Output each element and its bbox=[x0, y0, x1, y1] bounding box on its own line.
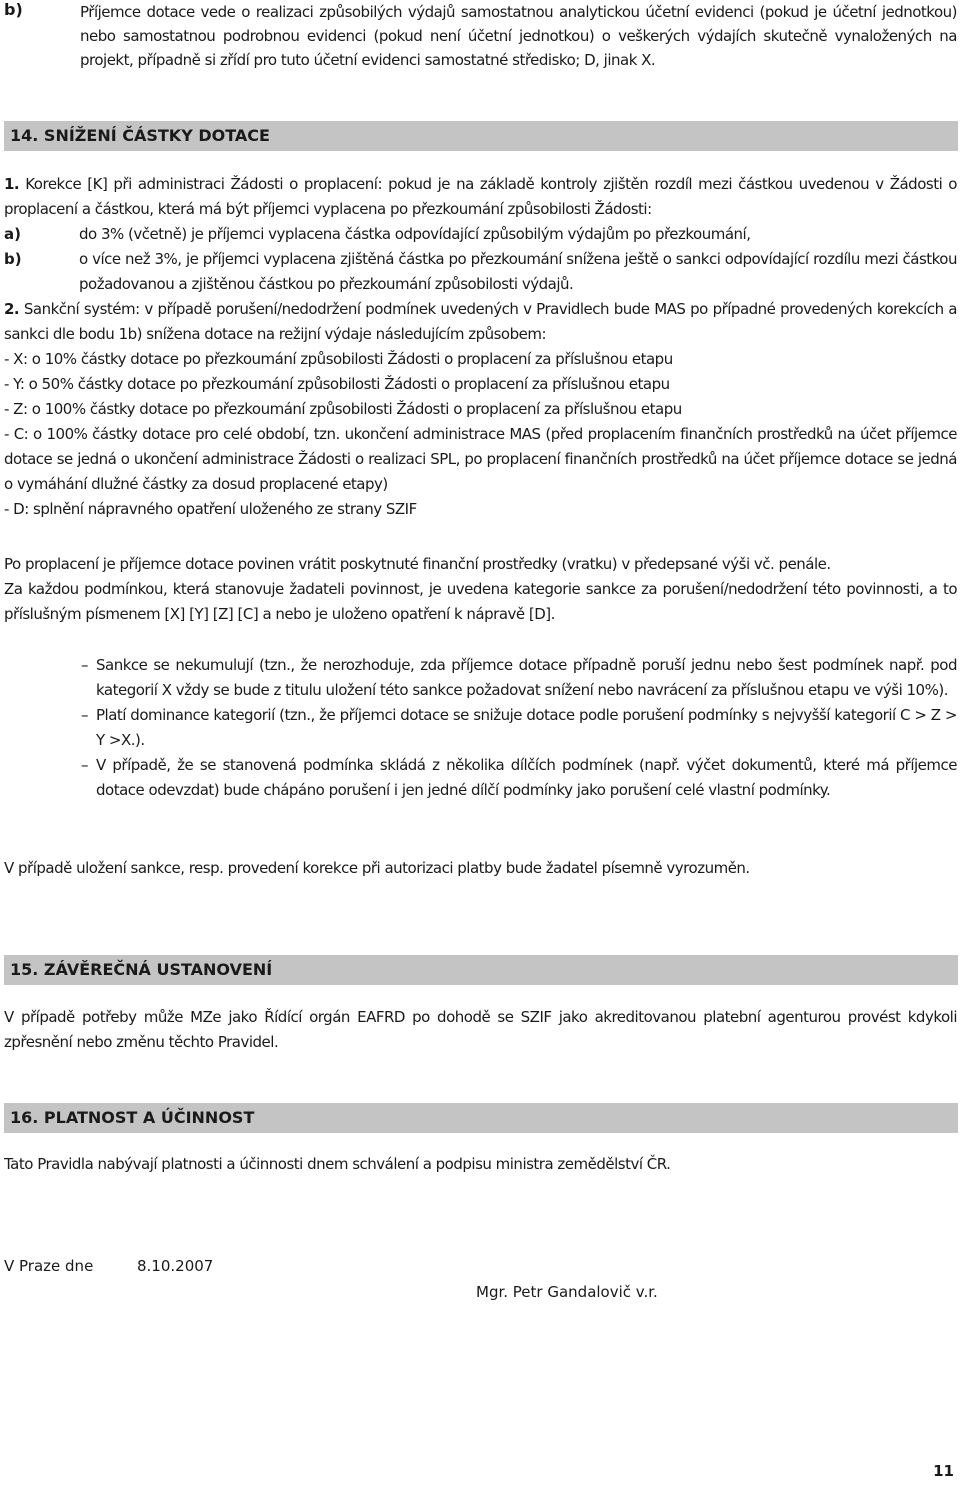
sanction-rules-list bbox=[81, 653, 957, 803]
list-item-a-label: a) bbox=[4, 225, 21, 243]
paragraph-2 bbox=[4, 297, 957, 347]
paragraph-1-number: 1. bbox=[4, 175, 20, 193]
sanction-code-d: - D: splnění nápravného opatření uloženého ze strany SZIF bbox=[4, 500, 417, 518]
item-label: b) bbox=[4, 0, 23, 19]
section-14-heading: 14. SNÍŽENÍ ČÁSTKY DOTACE bbox=[4, 121, 958, 151]
sanction-rule bbox=[81, 753, 957, 803]
list-item-a-text: do 3% (včetně) je příjemci vyplacena částka odpovídající způsobilým výdajům po přezkoumání, bbox=[79, 225, 751, 243]
list-item-b-text: o více než 3%, je příjemci vyplacena zjištěná částka po přezkoumání snížena ještě o sankci odpovídající rozdílu mezi částkou požadovanou a zjištěnou částkou po přezkoumání způsobilosti výdajů. bbox=[79, 250, 957, 293]
signatory-name: Mgr. Petr Gandalovič v.r. bbox=[476, 1283, 658, 1301]
paragraph-2-number: 2. bbox=[4, 300, 20, 318]
notice-text: V případě uložení sankce, resp. provedení korekce při autorizaci platby bude žadatel písemně vyrozuměn. bbox=[4, 859, 750, 877]
list-item-b bbox=[4, 247, 957, 297]
sanction-rule-text: Sankce se nekumulují (tzn., že nerozhoduje, zda příjemce dotace případně poruší jednu nebo šest podmínek např. pod kategorií X vždy se bude z titulu uložení této sankce požadovat snížení nebo navrácení za příslušnou etapu ve výši 10%). bbox=[96, 656, 957, 699]
refund-block bbox=[4, 552, 957, 627]
section-14-body bbox=[4, 172, 957, 522]
paragraph-1 bbox=[4, 172, 957, 222]
section-15-text: V případě potřeby může MZe jako Řídící orgán EAFRD po dohodě se SZIF jako akreditovanou platební agenturou provést kdykoli zpřesnění nebo změnu těchto Pravidel. bbox=[4, 1008, 957, 1051]
item-text: Příjemce dotace vede o realizaci způsobilých výdajů samostatnou analytickou účetní evidenci (pokud je účetní jednotkou) nebo samostatnou podrobnou evidenci (pokud není účetní jednotkou) o veškerých výdajích skutečně vynaložených na projekt, případně si zřídí pro tuto účetní evidenci samostatné středisko; D, jinak X. bbox=[80, 3, 957, 69]
section-16-heading: 16. PLATNOST A ÚČINNOST bbox=[4, 1103, 958, 1133]
place-label: V Praze dne bbox=[4, 1257, 94, 1275]
sanction-rule-text: Platí dominance kategorií (tzn., že příjemci dotace se snižuje dotace podle porušení podmínky s nejvyšší kategorií C > Z > Y >X.). bbox=[96, 706, 957, 749]
section-16-text: Tato Pravidla nabývají platnosti a účinnosti dnem schválení a podpisu ministra zemědělství ČR. bbox=[4, 1155, 671, 1173]
sanction-rule bbox=[81, 653, 957, 703]
sanction-code-z: - Z: o 100% částky dotace po přezkoumání způsobilosti Žádosti o proplacení za příslušnou etapu bbox=[4, 400, 682, 418]
sanction-code-x: - X: o 10% částky dotace po přezkoumání způsobilosti Žádosti o proplacení za příslušnou etapu bbox=[4, 350, 673, 368]
dash-mark: – bbox=[81, 706, 89, 724]
paragraph-2-text: Sankční systém: v případě porušení/nedodržení podmínek uvedených v Pravidlech bude MAS po případné provedených korekcích a sankci dle bodu 1b) snížena dotace na režijní výdaje následujícím způsobem: bbox=[4, 300, 957, 343]
sanction-rule-text: V případě, že se stanovená podmínka skládá z několika dílčích podmínek (např. výčet dokumentů, které má příjemce dotace odevzdat) bude chápáno porušení i jen jedné dílčí podmínky jako porušení celé vlastní podmínky. bbox=[96, 756, 957, 799]
eligible-expenses-item bbox=[4, 0, 957, 72]
category-text: Za každou podmínkou, která stanovuje žadateli povinnost, je uvedena kategorie sankce za porušení/nedodržení této povinnosti, a to příslušným písmenem [X] [Y] [Z] [C] a nebo je uloženo opatření k nápravě [D]. bbox=[4, 580, 957, 623]
sanction-code-y: - Y: o 50% částky dotace po přezkoumání způsobilosti Žádosti o proplacení za příslušnou etapu bbox=[4, 375, 670, 393]
section-15-heading: 15. ZÁVĚREČNÁ USTANOVENÍ bbox=[4, 955, 958, 985]
refund-text: Po proplacení je příjemce dotace povinen vrátit poskytnuté finanční prostředky (vratku) v předepsané výši vč. penále. bbox=[4, 555, 831, 573]
list-item-b-label: b) bbox=[4, 250, 22, 268]
page-number: 11 bbox=[933, 1462, 954, 1480]
list-item-a bbox=[4, 222, 957, 247]
sanction-code-c: - C: o 100% částky dotace pro celé období, tzn. ukončení administrace MAS (před proplacením finančních prostředků na účet příjemce dotace se jedná o ukončení administrace Žádosti o realizaci SPL, po proplacení finančních prostředků na účet příjemce dotace se jedná o vymáhání dlužné částky za dosud proplacené etapy) bbox=[4, 425, 957, 493]
sanction-rule bbox=[81, 703, 957, 753]
dash-mark: – bbox=[81, 656, 89, 674]
signing-date: 8.10.2007 bbox=[137, 1257, 214, 1275]
paragraph-1-text: Korekce [K] při administraci Žádosti o proplacení: pokud je na základě kontroly zjištěn rozdíl mezi částkou uvedenou v Žádosti o proplacení a částkou, která má být příjemci vyplacena po přezkoumání způsobilosti Žádosti: bbox=[4, 175, 957, 218]
dash-mark: – bbox=[81, 756, 89, 774]
